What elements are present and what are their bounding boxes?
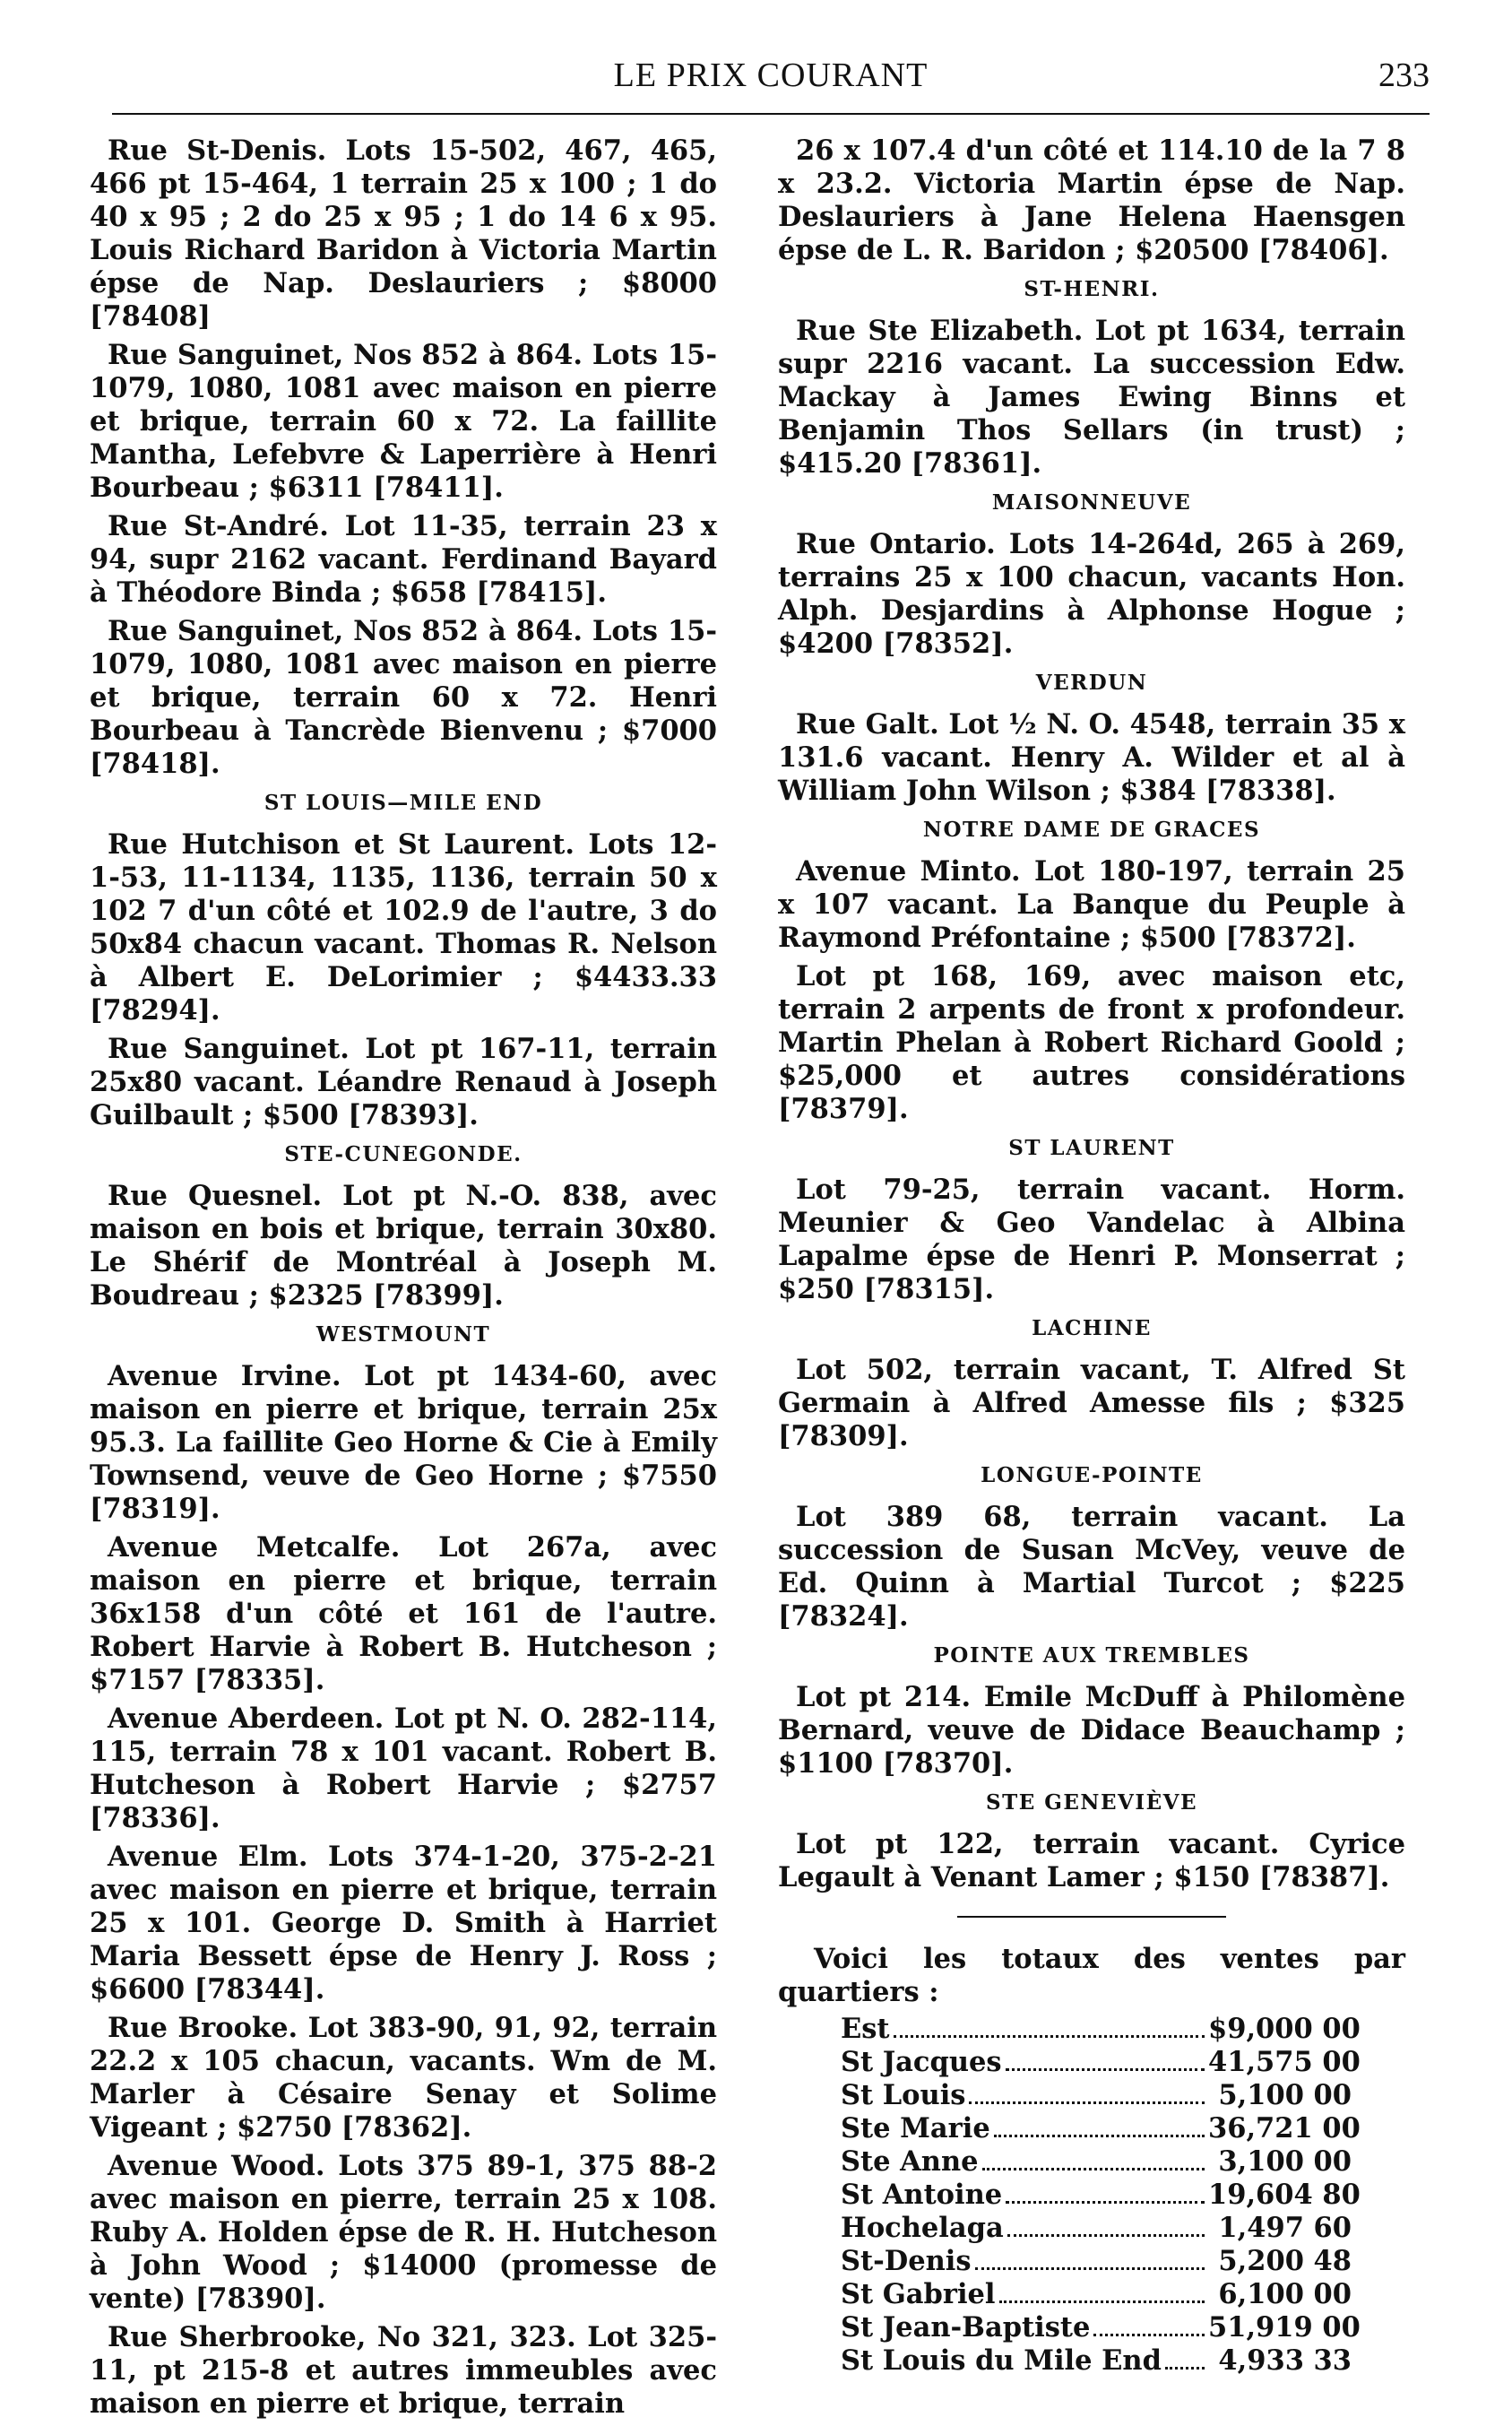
district-amount: 5,200 48: [1218, 2245, 1352, 2277]
section-divider: [957, 1916, 1226, 1918]
section-heading: WESTMOUNT: [315, 1322, 491, 1347]
listing-entry: Rue Sanguinet, Nos 852 à 864. Lots 15-1079, 1080, 1081 avec maison en pierre et brique, terrain 60 x 72. La faillite Mantha, Lefebvre & Laperrière à Henri Bourbeau ; $6311 [78411].: [90, 339, 717, 504]
section-heading: STE GENEVIÈVE: [985, 1790, 1197, 1815]
district-name: St Jean-Baptiste: [841, 2311, 1091, 2344]
listing-entry: 26 x 107.4 d'un côté et 114.10 de la 7 8 x 23.2. Victoria Martin épse de Nap. Deslauriers à Jane Helena Haensgen épse de L. R. Baridon ; $20500 [78406].: [778, 134, 1405, 266]
left-column: [90, 134, 717, 2426]
listing-entry: Rue Sherbrooke, No 321, 323. Lot 325-11, pt 215-8 et autres immeubles avec maison en pierre et brique, terrain: [90, 2321, 717, 2420]
totals-intro: Voici les totaux des ventes par quartiers :: [778, 1943, 1405, 2008]
listing-entry: Rue Sanguinet, Nos 852 à 864. Lots 15-1079, 1080, 1081 avec maison en pierre et brique, terrain 60 x 72. Henri Bourbeau à Tancrède Bienvenu ; $7000 [78418].: [90, 615, 717, 780]
totals-row: [841, 2245, 1405, 2278]
listing-entry: Lot 79-25, terrain vacant. Horm. Meunier & Geo Vandelac à Albina Lapalme épse de Henri P. Monserrat ; $250 [78315].: [778, 1174, 1405, 1305]
listing-entry: Avenue Wood. Lots 375 89-1, 375 88-2 avec maison en pierre, terrain 25 x 108. Ruby A. Holden épse de R. H. Hutcheson à John Wood ; $14000 (promesse de vente) [78390].: [90, 2150, 717, 2315]
district-amount: 3,100 00: [1218, 2145, 1352, 2178]
dot-leader: [1007, 2234, 1205, 2237]
district-name: St-Denis: [841, 2245, 972, 2277]
section-heading: ST LAURENT: [1008, 1136, 1175, 1160]
district-amount: 5,100 00: [1218, 2079, 1352, 2111]
listing-entry: Avenue Metcalfe. Lot 267a, avec maison en pierre et brique, terrain 36x158 d'un côté et 161 de l'autre. Robert Harvie à Robert B. Hutcheson ; $7157 [78335].: [90, 1531, 717, 1696]
listing-entry: Lot pt 214. Emile McDuff à Philomène Bernard, veuve de Didace Beauchamp ; $1100 [78370].: [778, 1681, 1405, 1780]
listing-entry: Lot pt 122, terrain vacant. Cyrice Legault à Venant Lamer ; $150 [78387].: [778, 1828, 1405, 1893]
listing-entry: Rue Hutchison et St Laurent. Lots 12-1-53, 11-1134, 1135, 1136, terrain 50 x 102 7 d'un côté et 102.9 de l'autre, 3 do 50x84 chacun vacant. Thomas R. Nelson à Albert E. DeLorimier ; $4433.33 [78294].: [90, 828, 717, 1027]
header-rule: [112, 113, 1430, 115]
dot-leader: [999, 2300, 1205, 2303]
district-name: St Louis: [841, 2079, 966, 2111]
totals-row: [841, 2179, 1405, 2212]
listing-entry: Rue St-André. Lot 11-35, terrain 23 x 94, supr 2162 vacant. Ferdinand Bayard à Théodore Binda ; $658 [78415].: [90, 510, 717, 609]
district-name: St Antoine: [841, 2179, 1003, 2211]
totals-row: [841, 2344, 1405, 2378]
dot-leader: [1006, 2201, 1205, 2204]
totals-row: [841, 2145, 1405, 2179]
listing-entry: Rue Sanguinet. Lot pt 167-11, terrain 25x80 vacant. Léandre Renaud à Joseph Guilbault ; $500 [78393].: [90, 1033, 717, 1131]
district-name: St Gabriel: [841, 2278, 996, 2310]
district-amount: 19,604 80: [1208, 2179, 1361, 2211]
totals-row: [841, 2013, 1405, 2046]
section-heading: ST LOUIS—MILE END: [264, 791, 543, 815]
district-amount: 1,497 60: [1218, 2212, 1352, 2244]
right-column: [778, 134, 1405, 2378]
listing-entry: Rue Brooke. Lot 383-90, 91, 92, terrain 22.2 x 105 chacun, vacants. Wm de M. Marler à Césaire Senay et Solime Vigeant ; $2750 [78362].: [90, 2012, 717, 2144]
section-heading: STE-CUNEGONDE.: [284, 1142, 523, 1166]
dot-leader: [982, 2168, 1205, 2170]
listing-entry: Rue Ontario. Lots 14-264d, 265 à 269, terrains 25 x 100 chacun, vacants Hon. Alph. Desjardins à Alphonse Hogue ; $4200 [78352].: [778, 528, 1405, 660]
listing-entry: Rue Quesnel. Lot pt N.-O. 838, avec maison en bois et brique, terrain 30x80. Le Shérif de Montréal à Joseph M. Boudreau ; $2325 [78399].: [90, 1180, 717, 1312]
totals-row: [841, 2278, 1405, 2311]
totals-row: [841, 2079, 1405, 2112]
dot-leader: [1006, 2068, 1205, 2071]
dot-leader: [1093, 2334, 1205, 2336]
district-amount: 6,100 00: [1218, 2278, 1352, 2310]
district-name: Ste Anne: [841, 2145, 979, 2178]
listing-entry: Avenue Aberdeen. Lot pt N. O. 282-114, 115, terrain 78 x 101 vacant. Robert B. Hutcheson à Robert Harvie ; $2757 [78336].: [90, 1703, 717, 1834]
section-heading: VERDUN: [1035, 671, 1148, 695]
district-amount: 41,575 00: [1208, 2046, 1361, 2078]
dot-leader: [994, 2135, 1205, 2137]
totals-row: [841, 2112, 1405, 2145]
listing-entry: Rue St-Denis. Lots 15-502, 467, 465, 466 pt 15-464, 1 terrain 25 x 100 ; 1 do 40 x 95 ; 2 do 25 x 95 ; 1 do 14 6 x 95. Louis Richard Baridon à Victoria Martin épse de Nap. Deslauriers ; $8000 [78408]: [90, 134, 717, 333]
district-amount: 36,721 00: [1208, 2112, 1361, 2144]
district-amount: 51,919 00: [1208, 2311, 1361, 2344]
page-number: 233: [1378, 56, 1430, 94]
listing-entry: Avenue Elm. Lots 374-1-20, 375-2-21 avec maison en pierre et brique, terrain 25 x 101. George D. Smith à Harriet Maria Bessett épse de Henry J. Ross ; $6600 [78344].: [90, 1841, 717, 2006]
listing-entry: Avenue Minto. Lot 180-197, terrain 25 x 107 vacant. La Banque du Peuple à Raymond Préfontaine ; $500 [78372].: [778, 855, 1405, 954]
district-name: Hochelaga: [841, 2212, 1004, 2244]
district-name: Est: [841, 2013, 890, 2045]
dot-leader: [969, 2101, 1205, 2104]
totals-row: [841, 2311, 1405, 2344]
district-name: Ste Marie: [841, 2112, 990, 2144]
listing-entry: Rue Ste Elizabeth. Lot pt 1634, terrain supr 2216 vacant. La succession Edw. Mackay à James Ewing Binns et Benjamin Thos Sellars (in trust) ; $415.20 [78361].: [778, 315, 1405, 480]
section-heading: MAISONNEUVE: [991, 490, 1192, 515]
listing-entry: Avenue Irvine. Lot pt 1434-60, avec maison en pierre et brique, terrain 25x 95.3. La faillite Geo Horne & Cie à Emily Townsend, veuve de Geo Horne ; $7550 [78319].: [90, 1360, 717, 1525]
section-heading: NOTRE DAME DE GRACES: [922, 818, 1261, 842]
section-heading: LONGUE-POINTE: [981, 1463, 1203, 1487]
district-name: St Jacques: [841, 2046, 1002, 2078]
section-heading: ST-HENRI.: [1024, 277, 1160, 301]
totals-list: [778, 2013, 1405, 2378]
listing-entry: Lot 389 68, terrain vacant. La succession de Susan McVey, veuve de Ed. Quinn à Martial Turcot ; $225 [78324].: [778, 1501, 1405, 1633]
totals-row: [841, 2212, 1405, 2245]
listing-entry: Rue Galt. Lot ½ N. O. 4548, terrain 35 x 131.6 vacant. Henry A. Wilder et al à William John Wilson ; $384 [78338].: [778, 708, 1405, 807]
district-amount: $9,000 00: [1208, 2013, 1361, 2045]
listing-entry: Lot pt 168, 169, avec maison etc, terrain 2 arpents de front x profondeur. Martin Phelan à Robert Richard Goold ; $25,000 et autres considérations [78379].: [778, 960, 1405, 1125]
dot-leader: [975, 2267, 1205, 2270]
journal-title: LE PRIX COURANT: [613, 56, 929, 94]
totals-row: [841, 2046, 1405, 2079]
right-column-entries: [778, 134, 1405, 1894]
district-amount: 4,933 33: [1218, 2344, 1352, 2377]
page-header: [112, 56, 1430, 109]
dot-leader: [1165, 2367, 1205, 2370]
listing-entry: Lot 502, terrain vacant, T. Alfred St Germain à Alfred Amesse fils ; $325 [78309].: [778, 1354, 1405, 1452]
dot-leader: [894, 2035, 1205, 2038]
section-heading: LACHINE: [1032, 1316, 1152, 1340]
section-heading: POINTE AUX TREMBLES: [933, 1643, 1250, 1668]
district-name: St Louis du Mile End: [841, 2344, 1162, 2377]
